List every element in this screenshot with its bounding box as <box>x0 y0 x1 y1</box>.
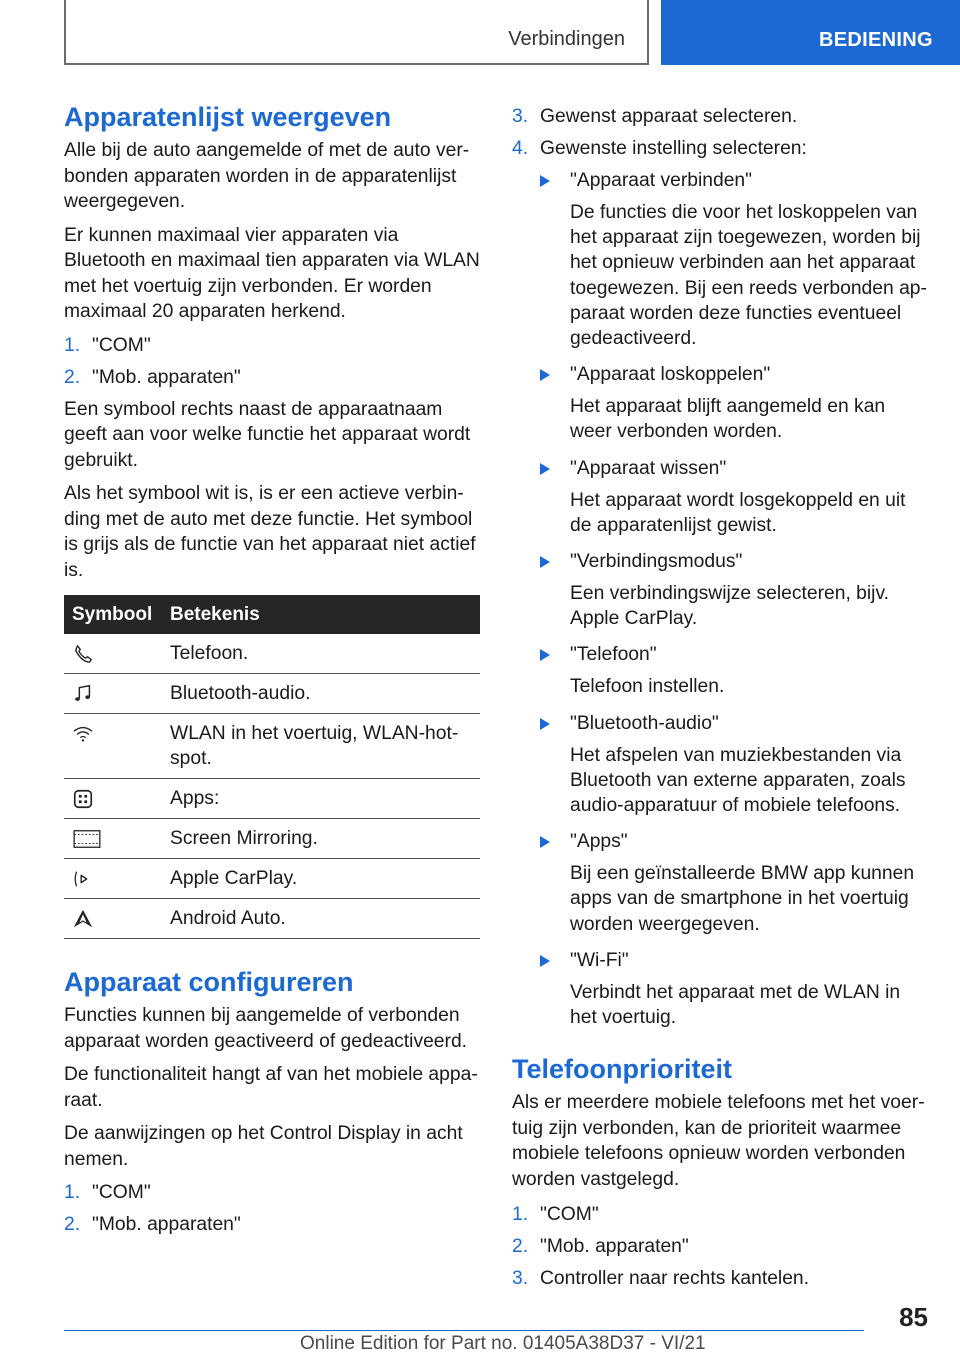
table-cell: Telefoon. <box>162 634 480 674</box>
step-number: 1. <box>512 1204 529 1226</box>
heading-device-list: Apparatenlijst weergeven <box>64 102 392 132</box>
bullet-triangle-icon <box>540 718 550 730</box>
table-cell: WLAN in het voertuig, WLAN-hotspot. <box>162 714 480 779</box>
list-item <box>512 1266 928 1291</box>
option-item <box>540 549 928 631</box>
android-auto-icon <box>72 908 94 930</box>
step-number: 1. <box>64 334 81 356</box>
heading-phone-priority: Telefoonprioriteit <box>512 1054 732 1085</box>
right-column <box>512 104 928 1298</box>
table-row <box>64 899 480 939</box>
option-description: Bij een geïnstalleerde BMW app kunnen apps van de smartphone in het voertuig worden weergegeven. <box>570 863 915 935</box>
step-text: Gewenste instelling selecteren: <box>540 138 807 159</box>
option-description: De functies die voor het loskoppelen van het apparaat zijn toegewezen, worden bij het opnieuw verbinden aan het apparaat toegewezen. Bij een reeds verbonden apparaat worden deze functies eventueel gedeactiveerd. <box>570 202 927 350</box>
heading-configure-device: Apparaat configureren <box>64 967 354 997</box>
table-cell: Android Auto. <box>162 899 480 939</box>
bullet-triangle-icon <box>540 836 550 848</box>
table-row <box>64 674 480 714</box>
option-label: "Apps" <box>570 831 628 853</box>
option-item <box>540 829 928 937</box>
step-number: 2. <box>64 366 81 388</box>
table-cell: Screen Mirroring. <box>162 819 480 859</box>
bullet-triangle-icon <box>540 556 550 568</box>
step-text: "Mob. apparaten" <box>540 1236 689 1258</box>
table-cell: Apple CarPlay. <box>162 859 480 899</box>
step-text: "COM" <box>92 334 151 356</box>
option-description: Het afspelen van muziekbestanden via Bluetooth van externe apparaten, zoals audio-apparatuur of mobiele telefoons. <box>570 744 906 817</box>
bullet-triangle-icon <box>540 463 550 475</box>
music-note-icon <box>72 683 94 705</box>
wifi-icon <box>72 723 94 745</box>
paragraph: Er kunnen maximaal vier apparaten via Bluetooth en maximaal tien apparaten via WLAN met het voertuig zijn verbonden. Er worden maximaal 20 apparaten herkend. <box>64 224 480 322</box>
list-item <box>512 104 928 129</box>
table-header: Betekenis <box>162 595 480 634</box>
paragraph: Een symbool rechts naast de apparaatnaam geeft aan voor welke functie het apparaat wordt gebruikt. <box>64 398 471 471</box>
list-item <box>512 1202 928 1227</box>
option-item <box>540 362 928 444</box>
option-item <box>540 642 928 699</box>
phone-icon <box>72 643 94 665</box>
option-description: Het apparaat wordt losgekoppeld en uit de apparatenlijst gewist. <box>570 489 906 536</box>
step-list <box>512 1202 928 1291</box>
step-list <box>64 333 480 390</box>
list-item <box>64 1212 480 1237</box>
option-description: Het apparaat blijft aangemeld en kan weer verbonden worden. <box>570 396 886 443</box>
step-list <box>512 104 928 161</box>
left-column <box>64 100 480 1244</box>
bullet-triangle-icon <box>540 649 550 661</box>
option-description: Een verbindingswijze selecteren, bijv. Apple CarPlay. <box>570 583 890 630</box>
paragraph: Functies kunnen bij aangemelde of verbonden apparaat worden geactiveerd of gedeactiveerd. <box>64 1005 468 1052</box>
step-text: Controller naar rechts kantelen. <box>540 1268 810 1290</box>
option-item <box>540 456 928 538</box>
option-label: "Wi-Fi" <box>570 949 629 971</box>
step-number: 2. <box>512 1236 529 1258</box>
symbol-table <box>64 595 480 939</box>
bullet-triangle-icon <box>540 369 550 381</box>
step-text: "Mob. apparaten" <box>92 1214 241 1235</box>
option-item <box>540 711 928 819</box>
option-label: "Telefoon" <box>570 644 657 666</box>
footer-edition: Online Edition for Part no. 01405A38D37 - VI/21 <box>300 1333 706 1354</box>
screen-mirroring-icon <box>72 828 102 850</box>
paragraph: De aanwijzingen op het Control Display in acht nemen. <box>64 1123 463 1170</box>
option-description: Telefoon instellen. <box>570 676 725 698</box>
step-number: 1. <box>64 1182 81 1203</box>
paragraph: Als het symbool wit is, is er een actieve verbinding met de auto met deze functie. Het symbool is grijs als de functie van het apparaat niet actief is. <box>64 483 476 581</box>
step-number: 4. <box>512 138 529 159</box>
step-text: "COM" <box>92 1182 151 1203</box>
paragraph: De functionaliteit hangt af van het mobiele apparaat. <box>64 1064 478 1111</box>
list-item <box>512 136 928 161</box>
section-title: Verbindingen <box>508 28 625 50</box>
step-text: "Mob. apparaten" <box>92 366 241 388</box>
option-item <box>540 168 928 351</box>
option-item <box>540 948 928 1030</box>
option-label: "Apparaat verbinden" <box>570 170 752 191</box>
table-header: Symbool <box>64 595 162 634</box>
option-label: "Verbindingsmodus" <box>570 551 743 573</box>
list-item <box>64 1180 480 1205</box>
step-list <box>64 1180 480 1237</box>
bullet-triangle-icon <box>540 175 550 187</box>
table-row <box>64 859 480 899</box>
option-label: "Apparaat wissen" <box>570 457 727 479</box>
carplay-icon <box>72 868 94 890</box>
step-text: "COM" <box>540 1204 599 1226</box>
apps-icon <box>72 788 94 810</box>
step-text: Gewenst apparaat selecteren. <box>540 106 798 127</box>
list-item <box>64 365 480 390</box>
step-number: 3. <box>512 106 529 127</box>
list-item <box>64 333 480 358</box>
footer-divider <box>64 1330 864 1331</box>
table-cell: Bluetooth-audio. <box>162 674 480 714</box>
option-description: Verbindt het apparaat met de WLAN in het voertuig. <box>570 981 901 1029</box>
paragraph: Alle bij de auto aangemelde of met de auto verbonden apparaten worden in de apparatenlijst weergegeven. <box>64 140 470 212</box>
step-number: 3. <box>512 1268 529 1290</box>
list-item <box>512 1234 928 1259</box>
table-row <box>64 634 480 674</box>
table-row <box>64 779 480 819</box>
bullet-triangle-icon <box>540 955 550 967</box>
step-number: 2. <box>64 1214 81 1235</box>
paragraph: Als er meerdere mobiele telefoons met het voertuig zijn verbonden, kan de prioriteit waarmee mobiele telefoons opnieuw worden verbonden worden vastgelegd. <box>512 1092 925 1190</box>
table-cell: Apps: <box>162 779 480 819</box>
table-row <box>64 819 480 859</box>
table-row <box>64 714 480 779</box>
page-number: 85 <box>899 1302 928 1332</box>
header-section-box <box>64 0 649 65</box>
option-list <box>540 168 928 1030</box>
chapter-tab[interactable]: BEDIENING <box>661 0 960 65</box>
option-label: "Apparaat loskoppelen" <box>570 364 771 386</box>
option-label: "Bluetooth-audio" <box>570 712 719 734</box>
